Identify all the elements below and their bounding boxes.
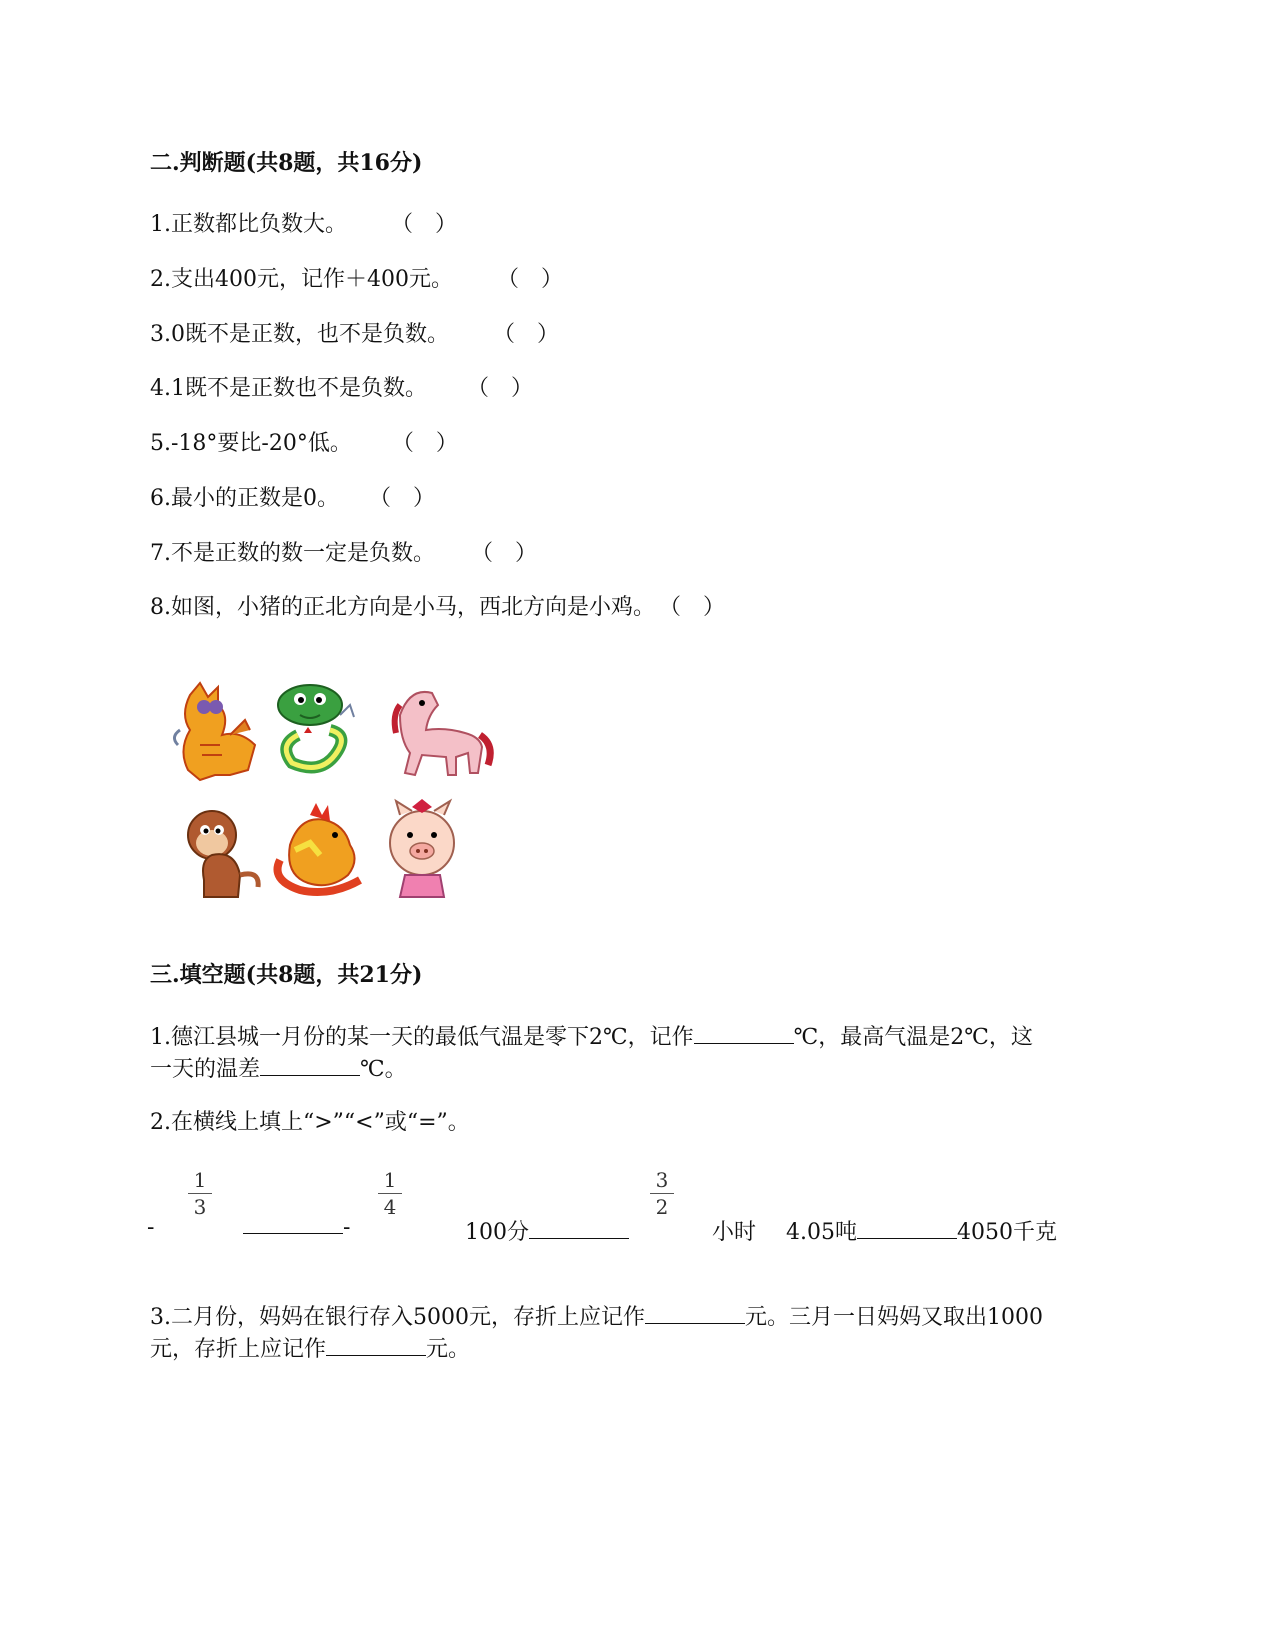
fraction-denominator: 2 bbox=[655, 1195, 669, 1219]
unit-hour: 小时 bbox=[712, 1220, 757, 1245]
answer-blank[interactable] bbox=[529, 1237, 629, 1239]
answer-paren[interactable]: （ ） bbox=[369, 486, 436, 511]
fill-question-3-line1 bbox=[150, 1300, 1043, 1331]
fraction-numerator: 1 bbox=[193, 1168, 207, 1192]
rooster-icon bbox=[278, 803, 361, 892]
question-text: 7.不是正数的数一定是负数。 bbox=[150, 541, 435, 566]
question-text: ℃。 bbox=[360, 1057, 407, 1082]
question-text: 2.支出400元，记作＋400元。 bbox=[150, 267, 453, 292]
fraction-three-halves bbox=[650, 1168, 674, 1219]
answer-paren[interactable]: （ ） bbox=[391, 212, 458, 237]
judgement-question-6 bbox=[150, 481, 435, 512]
compare-item-3 bbox=[786, 1215, 1057, 1246]
item-text: 4050千克 bbox=[957, 1220, 1057, 1245]
question-text: 元。 bbox=[426, 1337, 471, 1362]
judgement-question-3 bbox=[150, 317, 559, 348]
compare-item-2 bbox=[465, 1215, 629, 1246]
fraction-one-quarter bbox=[378, 1168, 402, 1219]
fraction-denominator: 3 bbox=[193, 1195, 207, 1219]
question-text: 5.-18°要比-20°低。 bbox=[150, 431, 352, 456]
answer-paren[interactable]: （ ） bbox=[659, 595, 726, 620]
answer-blank[interactable] bbox=[326, 1354, 426, 1356]
fraction-numerator: 1 bbox=[383, 1168, 397, 1192]
question-text: 元，存折上应记作 bbox=[150, 1337, 327, 1362]
pig-icon bbox=[390, 799, 454, 897]
answer-blank[interactable] bbox=[645, 1322, 745, 1324]
compare-item-1 bbox=[243, 1215, 350, 1240]
monkey-icon bbox=[188, 811, 258, 897]
snake-icon bbox=[278, 685, 354, 768]
question-text: 6.最小的正数是0。 bbox=[150, 486, 339, 511]
fraction-numerator: 3 bbox=[655, 1168, 669, 1192]
answer-paren[interactable]: （ ） bbox=[471, 541, 538, 566]
judgement-question-2 bbox=[150, 262, 563, 293]
judgement-question-7 bbox=[150, 536, 537, 567]
item-text: 100分 bbox=[465, 1220, 529, 1245]
question-text: 1.德江县城一月份的某一天的最低气温是零下2℃，记作 bbox=[150, 1025, 694, 1050]
answer-blank[interactable] bbox=[243, 1232, 343, 1234]
fraction-bar bbox=[650, 1193, 674, 1194]
question-text: 元。三月一日妈妈又取出1000 bbox=[744, 1305, 1043, 1330]
answer-blank[interactable] bbox=[694, 1042, 794, 1044]
question-text: 一天的温差 bbox=[150, 1057, 261, 1082]
answer-blank[interactable] bbox=[857, 1237, 957, 1239]
horse-icon bbox=[395, 692, 491, 775]
judgement-question-5 bbox=[150, 426, 458, 457]
fraction-bar bbox=[188, 1193, 212, 1194]
zodiac-animals-figure bbox=[160, 675, 530, 930]
fill-question-3-line2 bbox=[150, 1332, 470, 1363]
question-text: ℃，最高气温是2℃，这 bbox=[793, 1025, 1033, 1050]
fill-question-1-line1 bbox=[150, 1020, 1033, 1051]
judgement-question-4 bbox=[150, 371, 533, 402]
judgement-question-8 bbox=[150, 590, 725, 621]
section-title-judgement: 二.判断题(共8题，共16分) bbox=[150, 150, 423, 176]
answer-paren[interactable]: （ ） bbox=[496, 267, 563, 292]
minus-sign: - bbox=[343, 1215, 351, 1240]
question-text: 3.0既不是正数，也不是负数。 bbox=[150, 322, 449, 347]
answer-paren[interactable]: （ ） bbox=[391, 431, 458, 456]
question-text: 4.1既不是正数也不是负数。 bbox=[150, 376, 427, 401]
question-text: 8.如图，小猪的正北方向是小马，西北方向是小鸡。 bbox=[150, 595, 655, 620]
answer-blank[interactable] bbox=[260, 1074, 360, 1076]
fraction-bar bbox=[378, 1193, 402, 1194]
fill-question-1-line2 bbox=[150, 1052, 407, 1083]
answer-paren[interactable]: （ ） bbox=[493, 322, 560, 347]
question-text: 1.正数都比负数大。 bbox=[150, 212, 347, 237]
item-text: 4.05吨 bbox=[786, 1220, 857, 1245]
fill-question-2: 2.在横线上填上“>”“<”或“=”。 bbox=[150, 1110, 470, 1135]
dragon-icon bbox=[174, 683, 255, 780]
fraction-denominator: 4 bbox=[383, 1195, 397, 1219]
question-text: 3.二月份，妈妈在银行存入5000元，存折上应记作 bbox=[150, 1305, 645, 1330]
section-title-fill-blank: 三.填空题(共8题，共21分) bbox=[150, 962, 423, 988]
answer-paren[interactable]: （ ） bbox=[467, 376, 534, 401]
fraction-one-third bbox=[188, 1168, 212, 1219]
judgement-question-1 bbox=[150, 207, 457, 238]
minus-sign: - bbox=[147, 1215, 155, 1240]
